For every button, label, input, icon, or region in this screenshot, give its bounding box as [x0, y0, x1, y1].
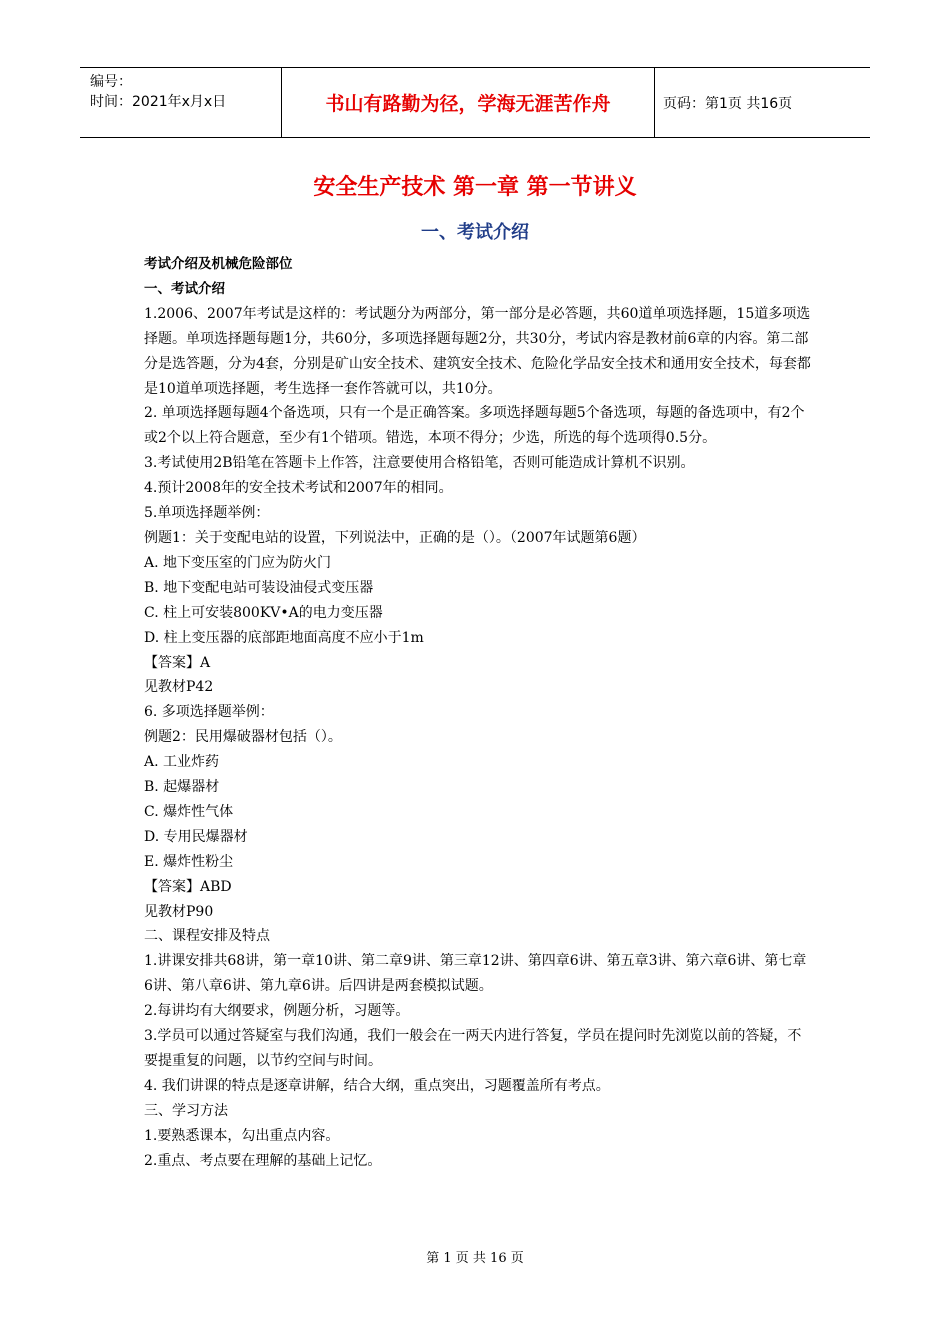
paragraph: 4. 我们讲课的特点是逐章讲解，结合大纲，重点突出，习题覆盖所有考点。	[144, 1077, 610, 1094]
paragraph: 3.考试使用2B铅笔在答题卡上作答，注意要使用合格铅笔，否则可能造成计算机不识别。	[144, 455, 695, 472]
option: A. 工业炸药	[144, 754, 220, 771]
body-heading: 考试介绍及机械危险部位	[144, 256, 293, 272]
section-heading: 二、课程安排及特点	[144, 928, 270, 945]
answer: 【答案】ABD	[144, 878, 232, 895]
paragraph: 2.重点、考点要在理解的基础上记忆。	[144, 1152, 382, 1169]
paragraph: 2.每讲均有大纲要求，例题分析，习题等。	[144, 1003, 410, 1020]
paragraph: 4.预计2008年的安全技术考试和2007年的相同。	[144, 480, 453, 497]
option: B. 起爆器材	[144, 779, 220, 796]
header-meta	[80, 68, 282, 137]
body-subheading: 一、考试介绍	[144, 280, 225, 297]
section-heading: 三、学习方法	[144, 1102, 228, 1119]
section-title: 一、考试介绍	[421, 222, 529, 243]
paragraph: 2. 单项选择题每题4个备选项，只有一个是正确答案。多项选择题每题5个备选项，每题的备选项中，有2个或2个以上符合题意，至少有1个错项。错选，本项不得分；少选，所选的每个选项得0.5分。	[144, 405, 805, 447]
option: C. 柱上可安装800KV•A的电力变压器	[144, 604, 383, 621]
option: D. 专用民爆器材	[144, 828, 248, 845]
paragraph: 1.2006、2007年考试是这样的：考试题分为两部分，第一部分是必答题，共60道单项选择题，15道多项选择题。单项选择题每题1分，共60分，多项选择题每题2分，共30分，考试内容是教材前6章的内容。第二部分是选答题，分为4套，分别是矿山安全技术、建筑安全技术、危险化学品安全技术和通用安全技术，每套都是10道单项选择题，考生选择一套作答就可以，共10分。	[144, 305, 811, 397]
document-body	[144, 252, 814, 1174]
page-header	[80, 67, 870, 138]
option: E. 爆炸性粉尘	[144, 853, 234, 870]
number-label: 编号：	[90, 74, 132, 90]
paragraph: 1.要熟悉课本，勾出重点内容。	[144, 1127, 340, 1144]
option: B. 地下变配电站可装设油侵式变压器	[144, 579, 374, 596]
example-question: 例题1：关于变配电站的设置，下列说法中，正确的是（）。（2007年试题第6题）	[144, 529, 646, 546]
document-title: 安全生产技术 第一章 第一节讲义	[313, 175, 637, 200]
reference: 见教材P90	[144, 903, 214, 920]
option: A. 地下变压室的门应为防火门	[144, 554, 332, 571]
paragraph: 6. 多项选择题举例：	[144, 704, 274, 721]
header-motto: 书山有路勤为径，学海无涯苦作舟	[282, 68, 655, 137]
paragraph: 3.学员可以通过答疑室与我们沟通，我们一般会在一两天内进行答复，学员在提问时先浏览以前的答疑，不要提重复的问题，以节约空间与时间。	[144, 1028, 802, 1069]
answer: 【答案】A	[144, 654, 211, 671]
time-label: 时间：2021年x月x日	[90, 94, 227, 110]
header-page-label: 页码：第1页 共16页	[663, 96, 793, 112]
paragraph: 5.单项选择题举例：	[144, 505, 270, 522]
reference: 见教材P42	[144, 679, 214, 696]
option: C. 爆炸性气体	[144, 803, 234, 820]
example-question: 例题2：民用爆破器材包括（）。	[144, 729, 342, 746]
paragraph: 1.讲课安排共68讲，第一章10讲、第二章9讲、第三章12讲、第四章6讲、第五章3讲、第六章6讲、第七章6讲、第八章6讲、第九章6讲。后四讲是两套模拟试题。	[144, 953, 807, 995]
option: D. 柱上变压器的底部距地面高度不应小于1m	[144, 629, 424, 646]
page-footer: 第 1 页 共 16 页	[426, 1251, 524, 1266]
